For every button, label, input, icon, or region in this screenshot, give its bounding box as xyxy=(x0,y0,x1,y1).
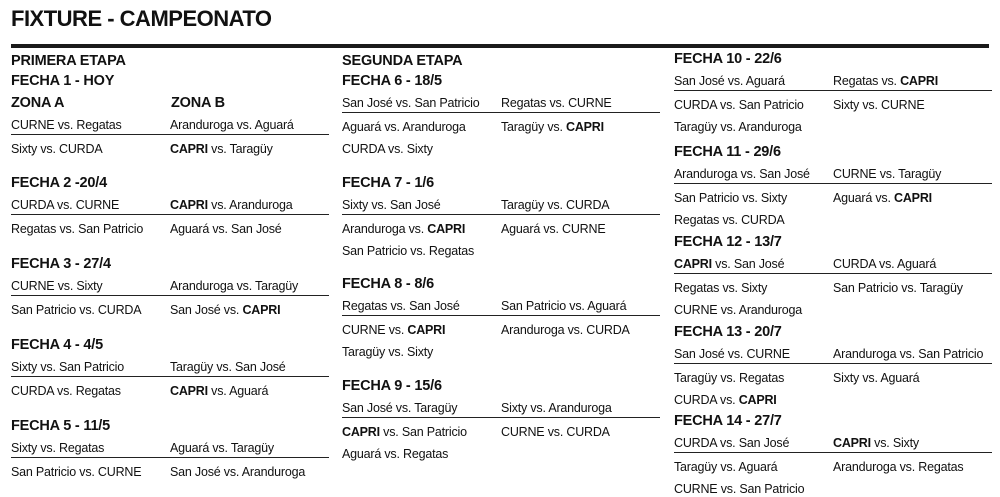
match: Aranduroga vs. Aguará xyxy=(170,118,294,132)
team-home: CAPRI xyxy=(170,384,208,398)
match-row xyxy=(342,139,660,157)
match-row xyxy=(674,117,992,135)
stage-heading: PRIMERA ETAPA xyxy=(11,53,126,69)
team-home: Regatas xyxy=(11,222,57,236)
match: CURNE vs. Aranduroga xyxy=(674,303,803,317)
team-away: CURNE xyxy=(568,96,612,110)
team-away: San José xyxy=(733,257,785,271)
match: Regatas vs. CAPRI xyxy=(833,74,938,88)
fecha-heading: FECHA 10 - 22/6 xyxy=(674,51,782,67)
fecha-block xyxy=(342,377,660,462)
team-home: CURNE xyxy=(11,279,55,293)
fecha-block xyxy=(11,336,329,399)
team-home: San José xyxy=(674,74,725,88)
match: Sixty vs. Aguará xyxy=(833,371,920,385)
fecha-block xyxy=(674,143,992,228)
match-row xyxy=(674,368,992,386)
match: Sixty vs. Regatas xyxy=(11,441,105,455)
team-away: Taragüy xyxy=(919,281,963,295)
team-home: Aguará xyxy=(342,120,382,134)
team-home: Aguará xyxy=(833,191,873,205)
fecha-block xyxy=(674,323,992,408)
team-home: Regatas xyxy=(833,74,879,88)
match: San José vs. San Patricio xyxy=(342,96,480,110)
match-row xyxy=(11,438,329,458)
team-home: Sixty xyxy=(11,142,38,156)
team-away: Sixty xyxy=(406,142,433,156)
team-home: Taragüy xyxy=(674,371,718,385)
match: CURDA vs. Sixty xyxy=(342,142,433,156)
match: Sixty vs. CURNE xyxy=(833,98,925,112)
team-away: San Patricio xyxy=(59,360,125,374)
match-row xyxy=(342,398,660,418)
team-away: Regatas xyxy=(428,244,475,258)
column-segunda-etapa xyxy=(342,52,672,70)
team-away: CAPRI xyxy=(407,323,446,337)
fecha-block xyxy=(11,255,329,318)
team-home: CURNE xyxy=(833,167,877,181)
fecha-heading: FECHA 7 - 1/6 xyxy=(342,175,434,191)
match: San Patricio vs. Taragüy xyxy=(833,281,963,295)
team-away: Sixty xyxy=(892,436,919,450)
team-home: San José xyxy=(342,96,393,110)
match-row xyxy=(674,188,992,206)
match: San Patricio vs. CURDA xyxy=(11,303,142,317)
match: CURDA vs. CAPRI xyxy=(674,393,777,407)
team-away: CAPRI xyxy=(900,74,938,88)
match-row xyxy=(674,71,992,91)
match: CURNE vs. Sixty xyxy=(11,279,103,293)
match-row xyxy=(342,320,660,338)
team-home: Regatas xyxy=(674,213,720,227)
fecha-heading: FECHA 4 - 4/5 xyxy=(11,337,103,353)
match: Aguará vs. Taragüy xyxy=(170,441,274,455)
team-home: Aranduroga xyxy=(674,167,738,181)
team-home: Aguará xyxy=(170,222,210,236)
match: Taragüy vs. Aguará xyxy=(674,460,778,474)
match: Aguará vs. CAPRI xyxy=(833,191,932,205)
match: Aranduroga vs. CURDA xyxy=(501,323,630,337)
team-home: Taragüy xyxy=(674,120,718,134)
match: Regatas vs. CURDA xyxy=(674,213,785,227)
match: CURDA vs. San José xyxy=(674,436,790,450)
match: Sixty vs. Aranduroga xyxy=(501,401,612,415)
team-away: CURNE xyxy=(562,222,606,236)
team-away: Regatas xyxy=(403,447,449,461)
team-away: CAPRI xyxy=(427,222,466,236)
match: San Patricio vs. CURNE xyxy=(11,465,142,479)
match: San José vs. Taragüy xyxy=(342,401,458,415)
zona-a-heading: ZONA A xyxy=(11,95,65,111)
team-away: CAPRI xyxy=(242,303,281,317)
match-row xyxy=(674,254,992,274)
match-row xyxy=(342,117,660,135)
team-away: CAPRI xyxy=(566,120,604,134)
team-away: Aguará xyxy=(587,299,627,313)
match: Regatas vs. Sixty xyxy=(674,281,768,295)
team-home: Aranduroga xyxy=(170,279,234,293)
match-row xyxy=(11,462,329,480)
match: CURNE vs. Taragüy xyxy=(833,167,942,181)
team-home: San José xyxy=(342,401,393,415)
team-away: Taragüy xyxy=(414,401,458,415)
match: Aranduroga vs. San Patricio xyxy=(833,347,984,361)
team-away: Taragüy xyxy=(255,279,299,293)
team-home: CURNE xyxy=(501,425,545,439)
match-row xyxy=(342,444,660,462)
match: San Patricio vs. Aguará xyxy=(501,299,627,313)
team-away: San José xyxy=(738,436,790,450)
match: Taragüy vs. CAPRI xyxy=(501,120,604,134)
fecha-heading: FECHA 3 - 27/4 xyxy=(11,256,111,272)
match: Aranduroga vs. Regatas xyxy=(833,460,964,474)
team-home: Aguará xyxy=(342,447,382,461)
match: San José vs. Aranduroga xyxy=(170,465,306,479)
stage-heading: SEGUNDA ETAPA xyxy=(342,53,463,69)
team-home: San Patricio xyxy=(833,281,898,295)
team-away: San Patricio xyxy=(739,482,805,496)
team-home: Aguará xyxy=(170,441,210,455)
team-home: Taragüy xyxy=(342,345,386,359)
team-home: CURNE xyxy=(342,323,386,337)
team-away: Aranduroga xyxy=(738,120,802,134)
team-away: Regatas xyxy=(76,118,122,132)
team-home: Sixty xyxy=(11,441,38,455)
team-away: Taragüy xyxy=(898,167,942,181)
match-row xyxy=(342,219,660,237)
team-away: San José xyxy=(759,167,810,181)
match: CURDA vs. Aguará xyxy=(833,257,937,271)
team-away: Aguará xyxy=(897,257,937,271)
match: Aguará vs. Aranduroga xyxy=(342,120,466,134)
match: CURNE vs. CAPRI xyxy=(342,323,446,337)
team-away: CURDA xyxy=(741,213,785,227)
fecha-heading: FECHA 2 -20/4 xyxy=(11,175,107,191)
match: San José vs. CAPRI xyxy=(170,303,281,317)
team-home: San Patricio xyxy=(11,303,76,317)
team-home: Taragüy xyxy=(674,460,718,474)
team-home: San José xyxy=(170,465,221,479)
team-away: San José xyxy=(231,222,282,236)
team-home: Sixty xyxy=(342,198,369,212)
fecha-heading: FECHA 6 - 18/5 xyxy=(342,73,442,89)
column-primera-etapa xyxy=(11,52,341,70)
match: CURNE vs. CURDA xyxy=(501,425,610,439)
match: Regatas vs. San Patricio xyxy=(11,222,144,236)
team-home: San José xyxy=(170,303,221,317)
match: CURDA vs. San Patricio xyxy=(674,98,804,112)
fecha-block xyxy=(674,233,992,318)
page-title: FIXTURE - CAMPEONATO xyxy=(11,6,272,31)
fecha-block xyxy=(674,412,992,497)
match: Taragüy vs. Regatas xyxy=(674,371,785,385)
team-home: Aranduroga xyxy=(342,222,406,236)
fecha-block xyxy=(342,174,660,259)
team-home: Sixty xyxy=(833,371,860,385)
team-home: San Patricio xyxy=(342,244,407,258)
team-home: CURDA xyxy=(342,142,385,156)
team-away: San José xyxy=(235,360,286,374)
team-away: Aranduroga xyxy=(738,303,803,317)
match-row xyxy=(674,210,992,228)
match: CAPRI vs. San Patricio xyxy=(342,425,467,439)
match-row xyxy=(674,433,992,453)
team-home: Aranduroga xyxy=(170,118,234,132)
fecha-heading: FECHA 11 - 29/6 xyxy=(674,144,781,160)
team-away: CURDA xyxy=(97,303,142,317)
team-away: CURNE xyxy=(97,465,142,479)
match: CAPRI vs. Sixty xyxy=(833,436,919,450)
match: San Patricio vs. Sixty xyxy=(674,191,788,205)
team-away: Aranduroga xyxy=(402,120,466,134)
fecha-heading: FECHA 1 - HOY xyxy=(11,73,115,89)
match-row xyxy=(674,479,992,497)
match-row xyxy=(674,390,992,408)
team-away: San Patricio xyxy=(401,425,467,439)
match: Sixty vs. San José xyxy=(342,198,441,212)
team-home: Sixty xyxy=(501,401,528,415)
team-home: CURDA xyxy=(833,257,876,271)
fecha-block xyxy=(674,50,992,135)
match: Regatas vs. San José xyxy=(342,299,460,313)
team-home: Regatas xyxy=(501,96,547,110)
fecha-block xyxy=(11,72,331,157)
match: CURNE vs. San Patricio xyxy=(674,482,805,496)
match: Taragüy vs. Sixty xyxy=(342,345,434,359)
team-home: San José xyxy=(674,347,725,361)
team-home: Taragüy xyxy=(501,120,545,134)
team-away: Sixty xyxy=(760,191,788,205)
fecha-heading: FECHA 9 - 15/6 xyxy=(342,378,442,394)
team-home: CURDA xyxy=(11,198,54,212)
team-away: Aguará xyxy=(254,118,294,132)
match: Aranduroga vs. CAPRI xyxy=(342,222,466,236)
match-row xyxy=(11,300,329,318)
team-away: Regatas xyxy=(739,371,785,385)
team-away: Aranduroga xyxy=(241,465,306,479)
match-row xyxy=(342,342,660,360)
match: CAPRI vs. Aranduroga xyxy=(170,198,293,212)
match: CAPRI vs. Aguará xyxy=(170,384,269,398)
team-away: San Patricio xyxy=(738,98,804,112)
fecha-block xyxy=(342,72,660,157)
team-home: San Patricio xyxy=(674,191,739,205)
team-away: Sixty xyxy=(407,345,434,359)
team-home: Aranduroga xyxy=(833,460,897,474)
team-away: Aguará xyxy=(738,460,778,474)
team-away: CURDA xyxy=(566,198,610,212)
team-away: Aguará xyxy=(745,74,785,88)
team-away: CURNE xyxy=(881,98,925,112)
team-away: CAPRI xyxy=(894,191,932,205)
team-home: CURDA xyxy=(674,98,717,112)
team-home: Regatas xyxy=(674,281,720,295)
match-row xyxy=(342,195,660,215)
match-row xyxy=(674,457,992,475)
zone-headings xyxy=(11,94,331,112)
team-home: CURDA xyxy=(674,393,717,407)
team-away: San José xyxy=(390,198,441,212)
team-away: Regatas xyxy=(59,441,105,455)
team-home: CURNE xyxy=(674,303,718,317)
match: San José vs. CURNE xyxy=(674,347,790,361)
fecha-heading: FECHA 5 - 11/5 xyxy=(11,418,111,434)
team-away: CURDA xyxy=(586,323,630,337)
match-row xyxy=(11,357,329,377)
team-away: Taragüy xyxy=(229,142,273,156)
match-row xyxy=(674,344,992,364)
team-home: Sixty xyxy=(11,360,38,374)
team-away: Regatas xyxy=(75,384,121,398)
team-away: Sixty xyxy=(76,279,103,293)
team-home: San Patricio xyxy=(501,299,566,313)
team-home: Aguará xyxy=(501,222,541,236)
match-row xyxy=(674,164,992,184)
match-row xyxy=(342,422,660,440)
match: Aranduroga vs. San José xyxy=(674,167,810,181)
match-row xyxy=(11,139,329,157)
team-away: San Patricio xyxy=(918,347,984,361)
team-away: Aguará xyxy=(880,371,920,385)
fecha-heading: FECHA 12 - 13/7 xyxy=(674,234,782,250)
match: CURDA vs. CURNE xyxy=(11,198,120,212)
team-home: Sixty xyxy=(833,98,860,112)
team-away: Taragüy xyxy=(230,441,274,455)
match-row xyxy=(11,195,329,215)
match: CAPRI vs. Taragüy xyxy=(170,142,273,156)
match: San Patricio vs. Regatas xyxy=(342,244,475,258)
zona-b-heading: ZONA B xyxy=(171,95,225,111)
fecha-heading: FECHA 8 - 8/6 xyxy=(342,276,434,292)
team-home: CAPRI xyxy=(342,425,380,439)
team-away: Regatas xyxy=(918,460,964,474)
team-home: Regatas xyxy=(342,299,388,313)
match-row xyxy=(342,296,660,316)
match-row xyxy=(674,278,992,296)
fecha-heading: FECHA 14 - 27/7 xyxy=(674,413,782,429)
team-home: CURDA xyxy=(11,384,54,398)
team-home: Aranduroga xyxy=(501,323,565,337)
team-away: Aranduroga xyxy=(548,401,612,415)
match: Taragüy vs. San José xyxy=(170,360,286,374)
match-row xyxy=(342,93,660,113)
fecha-heading: FECHA 13 - 20/7 xyxy=(674,324,782,340)
match-row xyxy=(342,241,660,259)
match: Aguará vs. CURNE xyxy=(501,222,606,236)
team-home: CURNE xyxy=(11,118,55,132)
match-row xyxy=(11,381,329,399)
match: CURNE vs. Regatas xyxy=(11,118,122,132)
match: Sixty vs. CURDA xyxy=(11,142,103,156)
team-home: Aranduroga xyxy=(833,347,897,361)
match-row xyxy=(674,95,992,113)
match: Aranduroga vs. Taragüy xyxy=(170,279,299,293)
team-home: CAPRI xyxy=(674,257,712,271)
team-away: Sixty xyxy=(741,281,768,295)
match: CAPRI vs. San José xyxy=(674,257,785,271)
match: Taragüy vs. CURDA xyxy=(501,198,610,212)
match: Sixty vs. San Patricio xyxy=(11,360,125,374)
fecha-block xyxy=(11,417,329,480)
team-home: Taragüy xyxy=(501,198,545,212)
match-row xyxy=(11,219,329,237)
team-away: CURDA xyxy=(566,425,610,439)
match-row xyxy=(11,276,329,296)
team-away: CURDA xyxy=(59,142,103,156)
match-row xyxy=(674,300,992,318)
team-away: Aguará xyxy=(229,384,269,398)
match: CURDA vs. Regatas xyxy=(11,384,121,398)
fecha-block xyxy=(11,174,329,237)
team-away: San Patricio xyxy=(414,96,480,110)
match: Aguará vs. San José xyxy=(170,222,282,236)
team-home: CURNE xyxy=(674,482,718,496)
team-home: CAPRI xyxy=(170,142,208,156)
team-away: San José xyxy=(409,299,460,313)
team-home: Taragüy xyxy=(170,360,214,374)
team-away: Aranduroga xyxy=(229,198,293,212)
team-away: CURNE xyxy=(746,347,790,361)
team-away: CAPRI xyxy=(738,393,777,407)
match: San José vs. Aguará xyxy=(674,74,785,88)
match: Taragüy vs. Aranduroga xyxy=(674,120,802,134)
match-row xyxy=(11,115,329,135)
match: Aguará vs. Regatas xyxy=(342,447,449,461)
fecha-block xyxy=(342,275,660,360)
team-home: CAPRI xyxy=(170,198,208,212)
team-home: San Patricio xyxy=(11,465,76,479)
team-home: CAPRI xyxy=(833,436,871,450)
match: Regatas vs. CURNE xyxy=(501,96,612,110)
team-away: San Patricio xyxy=(78,222,144,236)
team-home: CURDA xyxy=(674,436,717,450)
title-divider xyxy=(11,44,989,48)
team-away: CURNE xyxy=(75,198,120,212)
